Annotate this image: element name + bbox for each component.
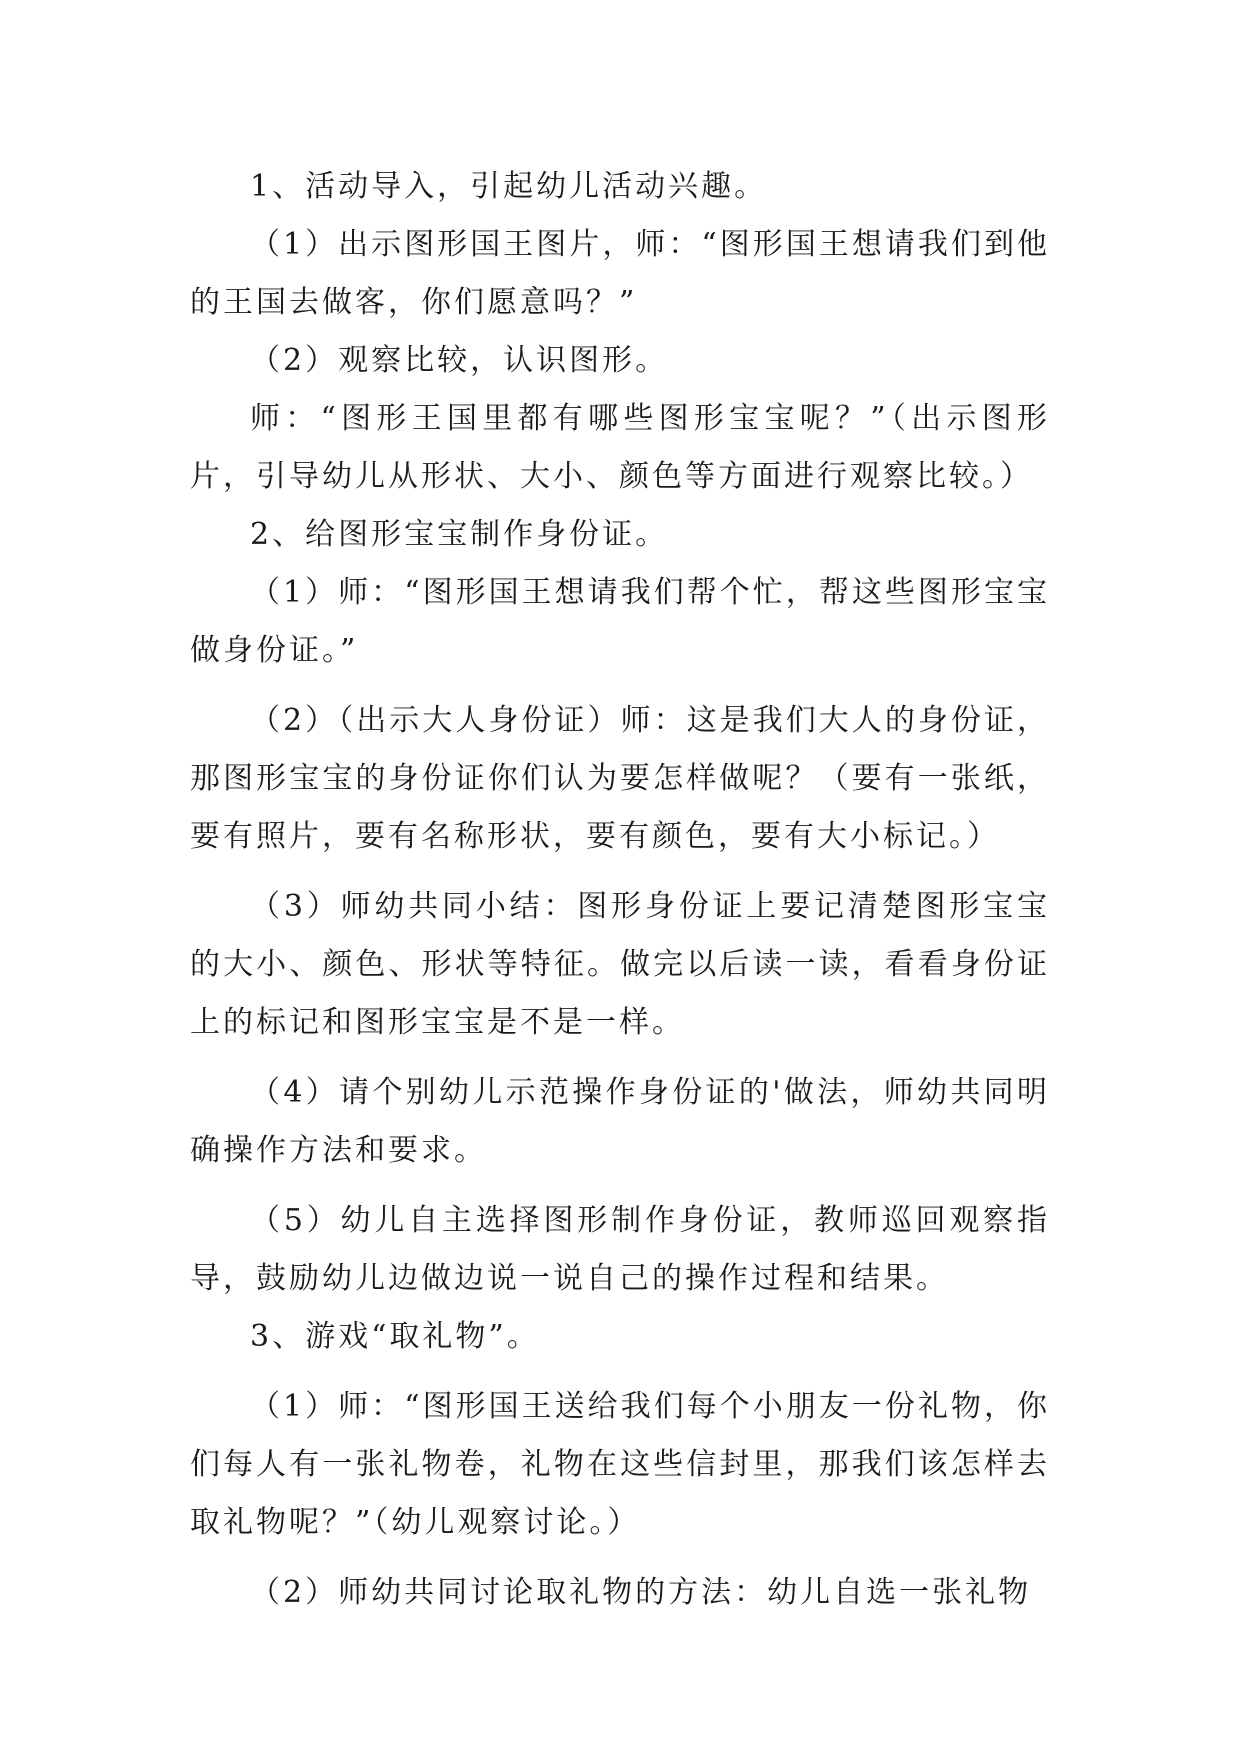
paragraph-2-5: （5）幼儿自主选择图形制作身份证，教师巡回观察指导，鼓励幼儿边做边说一说自己的操作过程和结果。 [190,1203,1050,1296]
paragraph-3-1: （1）师：“图形国王送给我们每个小朋友一份礼物，你们每人有一张礼物卷，礼物在这些信封里，那我们该怎样去取礼物呢？”（幼儿观察讨论。） [190,1389,1050,1540]
document-body [190,158,1050,1622]
paragraph-2-3: （3）师幼共同小结：图形身份证上要记清楚图形宝宝的大小、颜色、形状等特征。做完以后读一读，看看身份证上的标记和图形宝宝是不是一样。 [190,889,1050,1040]
paragraph-1-1: （1）出示图形国王图片，师：“图形国王想请我们到他的王国去做客，你们愿意吗？” [190,227,1050,320]
paragraph-section-2-heading: 2、给图形宝宝制作身份证。 [250,517,669,552]
paragraph-section-3-heading: 3、游戏“取礼物”。 [250,1319,540,1354]
paragraph-1-2-detail: 师：“图形王国里都有哪些图形宝宝呢？”（出示图形片，引导幼儿从形状、大小、颜色等方面进行观察比较。） [190,401,1050,494]
paragraph-2-2: （2）（出示大人身份证）师：这是我们大人的身份证，那图形宝宝的身份证你们认为要怎样做呢？（要有一张纸，要有照片，要有名称形状，要有颜色，要有大小标记。） [190,703,1050,854]
paragraph-2-4: （4）请个别幼儿示范操作身份证的'做法，师幼共同明确操作方法和要求。 [190,1075,1050,1168]
paragraph-2-1: （1）师：“图形国王想请我们帮个忙，帮这些图形宝宝做身份证。” [190,575,1050,668]
paragraph-3-2: （2）师幼共同讨论取礼物的方法：幼儿自选一张礼物 [250,1575,1032,1610]
paragraph-1-2: （2）观察比较，认识图形。 [250,343,669,378]
paragraph-section-1-heading: 1、活动导入，引起幼儿活动兴趣。 [250,169,768,204]
